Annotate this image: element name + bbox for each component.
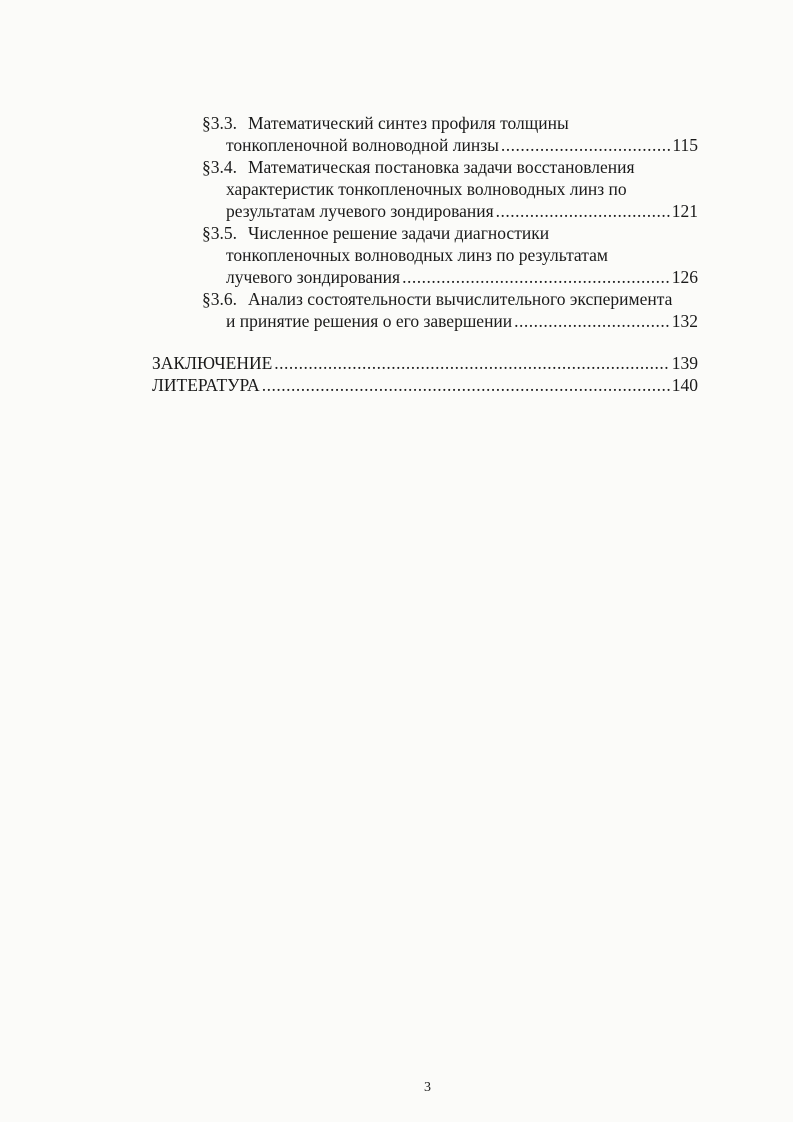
- entry-title-line: лучевого зондирования: [226, 267, 401, 287]
- page-ref: 115: [672, 135, 698, 155]
- page-ref: 132: [671, 311, 698, 331]
- entry-line: [152, 200, 698, 222]
- entry-title-line: результатам лучевого зондирования: [226, 201, 494, 221]
- entry-line: [152, 134, 698, 156]
- spacer: [152, 332, 698, 352]
- toc-entry-3-6: [152, 288, 698, 310]
- page-ref: 126: [671, 267, 698, 287]
- entry-line: [152, 244, 698, 266]
- entry-title-line: тонкопленочной волноводной линзы: [226, 135, 499, 155]
- entry-line: [152, 266, 698, 288]
- toc-entry-conclusion: [152, 352, 698, 374]
- entry-title-line: Математический синтез профиля толщины: [248, 113, 569, 133]
- toc-entry-3-5: [152, 222, 698, 244]
- section-number: §3.4.: [202, 157, 237, 177]
- dot-leader: [274, 352, 669, 374]
- page-ref: 139: [671, 353, 698, 373]
- entry-title: ЛИТЕРАТУРА: [152, 375, 260, 395]
- entry-line: [152, 178, 698, 200]
- entry-title-line: Численное решение задачи диагностики: [248, 223, 550, 243]
- section-number: §3.6.: [202, 289, 237, 309]
- dot-leader: [262, 374, 670, 396]
- toc-entry-literature: [152, 374, 698, 396]
- table-of-contents: [152, 112, 698, 396]
- entry-title-line: Анализ состоятельности вычислительного эксперимента: [248, 289, 673, 309]
- page-ref: 121: [671, 201, 698, 221]
- entry-title-line: характеристик тонкопленочных волноводных линз по: [226, 179, 627, 199]
- dot-leader: [402, 266, 670, 288]
- toc-entry-3-3: [152, 112, 698, 134]
- entry-line: [152, 310, 698, 332]
- dot-leader: [496, 200, 670, 222]
- section-number: §3.3.: [202, 113, 237, 133]
- toc-entry-3-4: [152, 156, 698, 178]
- entry-title: ЗАКЛЮЧЕНИЕ: [152, 353, 273, 373]
- dot-leader: [501, 134, 671, 156]
- entry-title-line: и принятие решения о его завершении: [226, 311, 513, 331]
- section-number: §3.5.: [202, 223, 237, 243]
- page-ref: 140: [671, 375, 698, 395]
- page-number: 3: [424, 1080, 431, 1095]
- entry-title-line: тонкопленочных волноводных линз по результатам: [226, 245, 608, 265]
- entry-title-line: Математическая постановка задачи восстановления: [248, 157, 635, 177]
- dot-leader: [514, 310, 670, 332]
